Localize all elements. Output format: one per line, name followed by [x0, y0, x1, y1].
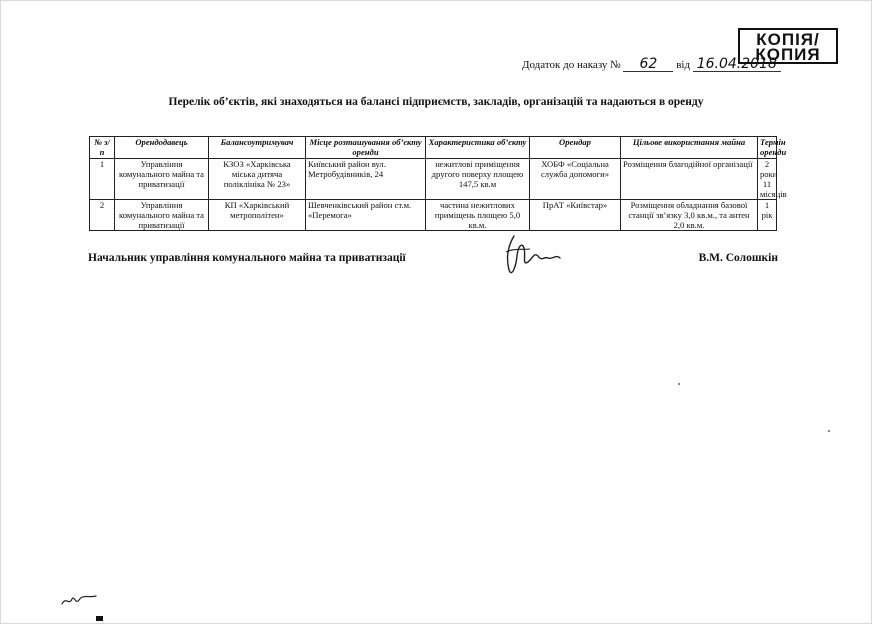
cell-lessor: Управління комунального майна та приватизації	[115, 200, 209, 231]
stamp-line-2: КОПИЯ	[755, 45, 821, 64]
cell-characteristics: частина нежитлових приміщень площею 5,0 кв.м.	[426, 200, 530, 231]
header-location: Місце розташування об’єкту оренди	[306, 137, 426, 159]
header-characteristics: Характеристика об’єкту	[426, 137, 530, 159]
addendum-line	[522, 58, 781, 72]
header-purpose: Цільове використання майна	[621, 137, 758, 159]
table-header-row	[90, 137, 777, 159]
cell-tenant: ХОБФ «Соціальна служба допомоги»	[530, 159, 621, 200]
cell-balance-holder: КП «Харківський метрополітен»	[209, 200, 306, 231]
handwritten-initials	[60, 590, 102, 610]
header-tenant: Орендар	[530, 137, 621, 159]
cell-number: 2	[90, 200, 115, 231]
lease-objects-table	[89, 136, 787, 231]
order-date: 16.04.2018	[693, 58, 781, 72]
header-number: № з/п	[90, 137, 115, 159]
cell-location: Шевченківський район ст.м. «Перемога»	[306, 200, 426, 231]
table-row	[90, 159, 777, 200]
scan-dot	[678, 383, 680, 385]
cell-purpose: Розміщення благодійної організації	[621, 159, 758, 200]
handwritten-signature	[500, 232, 570, 280]
cell-characteristics: нежитлові приміщення другого поверху площею 147,5 кв.м	[426, 159, 530, 200]
cell-term: 2 роки 11 місяців	[758, 159, 777, 200]
cell-tenant: ПрАТ «Київстар»	[530, 200, 621, 231]
table-row	[90, 200, 777, 231]
cell-number: 1	[90, 159, 115, 200]
cell-location: Київський район вул. Метробудівників, 24	[306, 159, 426, 200]
header-lessor: Орендодавець	[115, 137, 209, 159]
document-title: Перелік об’єктів, які знаходяться на балансі підприємств, закладів, організацій та надаються в оренду	[168, 96, 704, 108]
header-term: Термін оренди	[758, 137, 777, 159]
header-balance-holder: Балансоутримувач	[209, 137, 306, 159]
scan-mark	[96, 616, 103, 621]
cell-lessor: Управління комунального майна та приватизації	[115, 159, 209, 200]
date-label: від	[676, 59, 691, 71]
signatory-title: Начальник управління комунального майна та приватизації	[88, 252, 406, 264]
addendum-prefix: Додаток до наказу №	[522, 59, 621, 71]
stamp-line-1: КОПІЯ/	[756, 30, 820, 49]
cell-purpose: Розміщення обладнання базової станції зв’язку 3,0 кв.м., та антен 2,0 кв.м.	[621, 200, 758, 231]
signatory-name: В.М. Солошкін	[698, 252, 778, 264]
cell-term: 1 рік	[758, 200, 777, 231]
cell-balance-holder: КЗОЗ «Харківська міська дитяча поліклініка № 23»	[209, 159, 306, 200]
scan-dot	[828, 430, 830, 432]
order-number: 62	[623, 58, 673, 72]
